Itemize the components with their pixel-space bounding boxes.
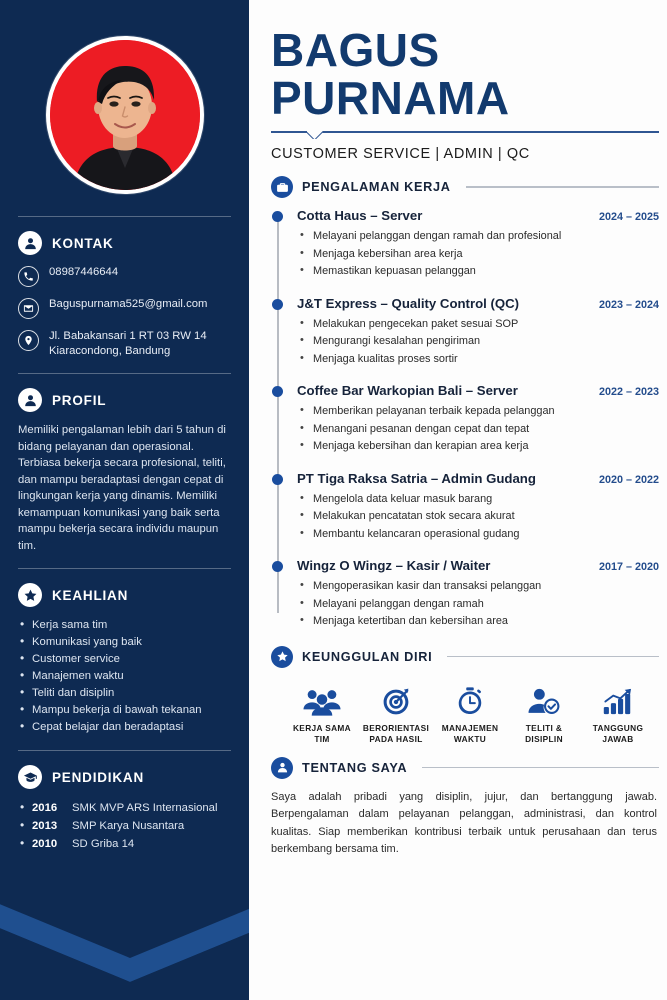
profil-text: Memiliki pengalaman lebih dari 5 tahun di bidang pelayanan dan operasional. Terbiasa bekerja secara profesional, teliti, dan mampu beradaptasi dengan cepat di lingkungan kerja yang dinamis. Memiliki kemampuan komunikasi yang baik serta mampu bekerja secara individu maupun tim.: [18, 424, 226, 552]
sidebar: [0, 0, 249, 1000]
strength-item: [581, 684, 655, 745]
list-item: • Membantu kelancaran operasional gudang: [297, 526, 659, 544]
sidebar-section-pendidikan-title: PENDIDIKAN: [52, 769, 145, 785]
list-item: • Melayani pelanggan dengan ramah dan profesional: [297, 228, 659, 246]
experience-item: [297, 383, 659, 456]
job-title: CUSTOMER SERVICE | ADMIN | QC: [271, 146, 530, 162]
portrait-illustration: [50, 40, 200, 190]
growth-bar-chart-icon: [581, 684, 655, 720]
experience-title: J&T Express – Quality Control (QC): [297, 295, 520, 311]
experience-item: [297, 208, 659, 281]
list-item: • Menjaga kebersihan area kerja: [297, 246, 659, 264]
section-header-strengths: [271, 646, 659, 668]
list-item: • Mengelola data keluar masuk barang: [297, 491, 659, 509]
list-item: [18, 799, 231, 817]
list-item: • Customer service: [18, 651, 231, 668]
list-item: • Kerja sama tim: [18, 617, 231, 634]
divider: [18, 216, 231, 217]
list-item: • Melayani pelanggan dengan ramah: [297, 596, 659, 614]
list-item: • Cepat belajar dan beradaptasi: [18, 719, 231, 736]
contact-email-value: Baguspurnama525@gmail.com: [49, 298, 208, 310]
contact-address[interactable]: [18, 329, 231, 359]
main-content: [249, 0, 667, 1000]
experience-item: [297, 471, 659, 544]
strength-label: KERJA SAMA TIM: [292, 722, 352, 744]
experience-title: PT Tiga Raksa Satria – Admin Gudang: [297, 470, 536, 486]
experience-title: Wingz O Wingz – Kasir / Waiter: [297, 558, 491, 573]
section-title-experience: PENGALAMAN KERJA: [302, 180, 451, 194]
person-icon: [18, 388, 42, 412]
strength-label: TANGGUNG JAWAB: [592, 722, 644, 744]
person-check-icon: [507, 684, 581, 720]
list-item: • Melakukan pencatatan stok secara akurat: [297, 508, 659, 526]
address-line-2: Kiaracondong, Bandung: [49, 345, 171, 357]
profile-photo: [50, 40, 200, 190]
first-name: BAGUS: [271, 24, 440, 76]
experience-timeline: [271, 208, 659, 631]
sidebar-section-kontak-title: KONTAK: [52, 235, 114, 251]
education-school: SMK MVP ARS Internasional: [72, 802, 218, 814]
list-item: • Menjaga ketertiban dan kebersihan area: [297, 613, 659, 631]
divider: [18, 750, 231, 751]
phone-icon: [18, 266, 39, 287]
divider: [18, 568, 231, 569]
timeline-dot-icon: [272, 211, 283, 222]
experience-years: 2024 – 2025: [598, 211, 659, 223]
experience-title: Cotta Haus – Server: [297, 208, 423, 223]
timeline-dot-icon: [272, 474, 283, 485]
education-list: [18, 799, 231, 853]
map-pin-icon: [18, 330, 39, 351]
chevron-decoration: [0, 896, 249, 1000]
section-header-about: [271, 757, 659, 779]
experience-years: 2017 – 2020: [598, 561, 659, 573]
list-item: • Menjaga kebersihan dan kerapian area kerja: [297, 438, 659, 456]
section-rule: [422, 767, 659, 768]
strength-label: MANAJEMEN WAKTU: [441, 722, 499, 744]
list-item: • Menjaga kualitas proses sortir: [297, 351, 659, 369]
contact-address-value: [49, 329, 207, 359]
education-year: 2010: [32, 838, 58, 850]
list-item: [18, 835, 231, 853]
timeline-spine: [277, 216, 279, 613]
list-item: • Komunikasi yang baik: [18, 634, 231, 651]
page-title: [271, 26, 659, 122]
list-item: • Mampu bekerja di bawah tekanan: [18, 702, 231, 719]
strength-item: [359, 684, 433, 745]
section-header-experience: [271, 176, 659, 198]
contact-email[interactable]: [18, 297, 231, 319]
education-year: 2016: [32, 802, 58, 814]
avatar: [46, 36, 204, 194]
experience-years: 2023 – 2024: [598, 298, 659, 311]
graduation-cap-icon: [18, 765, 42, 789]
list-item: • Melakukan pengecekan paket sesuai SOP: [297, 316, 659, 334]
timeline-dot-icon: [272, 386, 283, 397]
divider: [18, 373, 231, 374]
envelope-icon: [18, 298, 39, 319]
sidebar-section-keahlian-title: KEAHLIAN: [52, 587, 129, 603]
strength-item: [507, 684, 581, 745]
timeline-dot-icon: [272, 561, 283, 572]
education-school: SD Griba 14: [72, 838, 135, 850]
experience-title: Coffee Bar Warkopian Bali – Server: [297, 383, 518, 398]
experience-years: 2020 – 2022: [598, 473, 659, 486]
star-icon: [18, 583, 42, 607]
address-line-1: Jl. Babakansari 1 RT 03 RW 14: [49, 330, 207, 342]
list-item: • Mengoperasikan kasir dan transaksi pelanggan: [297, 578, 659, 596]
list-item: • Manajemen waktu: [18, 668, 231, 685]
star-icon: [271, 646, 293, 668]
sidebar-section-profil-title: PROFIL: [52, 392, 107, 408]
list-item: • Mengurangi kesalahan pengiriman: [297, 333, 659, 351]
list-item: [18, 817, 231, 835]
skills-list: [18, 617, 231, 736]
about-text: Saya adalah pribadi yang disiplin, jujur, dan bertanggung jawab. Berpengalaman dalam pelayanan pelanggan, administrasi, dan kontrol kualitas. Siap memberikan kontribusi terbaik untuk perusahaan dan terus berkembang bersama tim.: [271, 790, 657, 855]
experience-item: [297, 558, 659, 631]
strength-label: BERORIENTASI PADA HASIL: [362, 722, 430, 744]
people-group-icon: [285, 684, 359, 720]
experience-years: 2022 – 2023: [598, 386, 659, 398]
education-school: SMP Karya Nusantara: [72, 820, 185, 832]
title-rule: [271, 130, 659, 140]
strength-item: [285, 684, 359, 745]
contact-phone-value: 08987446644: [49, 266, 119, 278]
list-item: • Memastikan kepuasan pelanggan: [297, 263, 659, 281]
contact-phone[interactable]: [18, 265, 231, 287]
list-item: • Menangani pesanan dengan cepat dan tepat: [297, 421, 659, 439]
list-item: • Memberikan pelayanan terbaik kepada pelanggan: [297, 403, 659, 421]
sidebar-section-keahlian-header: [18, 583, 231, 607]
sidebar-section-kontak-header: [18, 231, 231, 255]
list-item: • Teliti dan disiplin: [18, 685, 231, 702]
section-rule: [447, 656, 659, 657]
section-title-about: TENTANG SAYA: [302, 760, 408, 775]
strengths-row: [271, 678, 659, 745]
experience-item: [297, 296, 659, 369]
education-year: 2013: [32, 820, 58, 832]
last-name: PURNAMA: [271, 72, 510, 124]
target-dart-icon: [359, 684, 433, 720]
sidebar-section-pendidikan-header: [18, 765, 231, 789]
section-title-strengths: KEUNGGULAN DIRI: [302, 649, 433, 664]
sidebar-section-profil-header: [18, 388, 231, 412]
section-rule: [466, 186, 659, 187]
strength-label: TELITI & DISIPLIN: [525, 722, 563, 744]
strength-item: [433, 684, 507, 745]
person-icon: [18, 231, 42, 255]
timeline-dot-icon: [272, 299, 283, 310]
briefcase-icon: [271, 176, 293, 198]
person-icon: [271, 757, 293, 779]
stopwatch-icon: [433, 684, 507, 720]
